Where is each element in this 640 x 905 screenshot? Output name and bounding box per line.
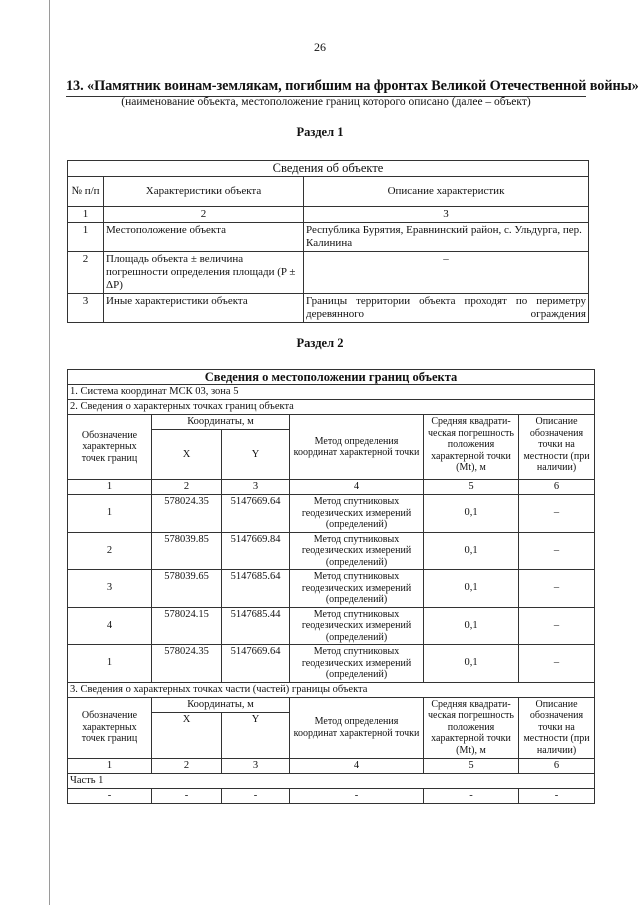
- empty-cell: -: [519, 788, 595, 803]
- boundary-table: [67, 369, 595, 804]
- empty-cell: -: [152, 788, 222, 803]
- table-row: [68, 532, 595, 570]
- point-mt: 0,1: [424, 645, 519, 683]
- column-number: 5: [424, 480, 519, 495]
- row-number: 1: [68, 223, 104, 252]
- point-method: Метод спутниковых геодезических измерений (определений): [290, 645, 424, 683]
- point-mt: 0,1: [424, 607, 519, 645]
- column-number: 6: [519, 480, 595, 495]
- point-y: 5147685.44: [222, 607, 290, 645]
- row-number: 3: [68, 294, 104, 323]
- coordinate-system: 1. Система координат МСК 03, зона 5: [68, 385, 595, 400]
- header-characteristic: Характеристики объекта: [104, 177, 304, 207]
- header-x: X: [152, 712, 222, 758]
- object-heading: 13. «Памятник воинам-землякам, погибшим на фронтах Великой Отечественной войны»: [66, 78, 639, 94]
- column-number: 3: [222, 758, 290, 773]
- point-x: 578024.35: [152, 495, 222, 533]
- point-description: –: [519, 495, 595, 533]
- column-number: 2: [152, 758, 222, 773]
- point-id: 3: [68, 570, 152, 608]
- point-id: 1: [68, 495, 152, 533]
- header-number: № п/п: [68, 177, 104, 207]
- point-description: –: [519, 532, 595, 570]
- column-number: 1: [68, 758, 152, 773]
- empty-cell: -: [68, 788, 152, 803]
- point-method: Метод спутниковых геодезических измерений (определений): [290, 607, 424, 645]
- point-x: 578024.35: [152, 645, 222, 683]
- table-row: [68, 570, 595, 608]
- column-number: 3: [222, 480, 290, 495]
- table-row: [68, 252, 589, 294]
- column-number: 4: [290, 758, 424, 773]
- header-point-description: Описание обозначения точки на местности (при наличии): [519, 415, 595, 480]
- part-label: Часть 1: [68, 773, 595, 788]
- header-y: Y: [222, 430, 290, 480]
- point-mt: 0,1: [424, 532, 519, 570]
- column-number: 1: [68, 480, 152, 495]
- empty-cell: -: [424, 788, 519, 803]
- point-description: –: [519, 607, 595, 645]
- section-1-title: Раздел 1: [296, 125, 344, 139]
- points-caption: 2. Сведения о характерных точках границ объекта: [68, 400, 595, 415]
- table-row: [68, 495, 595, 533]
- header-x: X: [152, 430, 222, 480]
- column-number: 3: [304, 207, 589, 223]
- characteristic-cell: Иные характеристики объекта: [104, 294, 304, 323]
- point-y: 5147669.64: [222, 645, 290, 683]
- point-mt: 0,1: [424, 570, 519, 608]
- point-method: Метод спутниковых геодезических измерений (определений): [290, 570, 424, 608]
- row-number: 2: [68, 252, 104, 294]
- point-x: 578039.65: [152, 570, 222, 608]
- empty-cell: -: [290, 788, 424, 803]
- point-method: Метод спутниковых геодезических измерений (определений): [290, 495, 424, 533]
- parts-caption: 3. Сведения о характерных точках части (частей) границы объекта: [68, 682, 595, 697]
- section-2-title: Раздел 2: [296, 336, 344, 350]
- header-method: Метод определения координат характерной точки: [290, 697, 424, 758]
- header-method: Метод определения координат характерной точки: [290, 415, 424, 480]
- header-coordinates: Координаты, м: [152, 415, 290, 430]
- column-number: 2: [152, 480, 222, 495]
- point-description: –: [519, 570, 595, 608]
- header-error: Средняя квадрати-ческая погрешность положения характерной точки (Mt), м: [424, 415, 519, 480]
- table-row: [68, 607, 595, 645]
- description-cell: Границы территории объекта проходят по периметру деревянного ограждения: [304, 294, 589, 323]
- header-y: Y: [222, 712, 290, 758]
- point-y: 5147669.84: [222, 532, 290, 570]
- table-row: [68, 294, 589, 323]
- object-info-table: [67, 160, 589, 323]
- column-number: 1: [68, 207, 104, 223]
- point-x: 578039.85: [152, 532, 222, 570]
- column-number: 5: [424, 758, 519, 773]
- characteristic-cell: Площадь объекта ± величина погрешности определения площади (P ± ΔP): [104, 252, 304, 294]
- header-description: Описание характеристик: [304, 177, 589, 207]
- table-row: [68, 645, 595, 683]
- header-coordinates: Координаты, м: [152, 697, 290, 712]
- point-y: 5147685.64: [222, 570, 290, 608]
- point-x: 578024.15: [152, 607, 222, 645]
- heading-caption: (наименование объекта, местоположение границ которого описано (далее – объект): [121, 96, 531, 108]
- point-method: Метод спутниковых геодезических измерений (определений): [290, 532, 424, 570]
- description-cell: –: [304, 252, 589, 294]
- header-error: Средняя квадрати-ческая погрешность положения характерной точки (Mt), м: [424, 697, 519, 758]
- boundary-table-title: Сведения о местоположении границ объекта: [68, 370, 595, 385]
- column-number: 4: [290, 480, 424, 495]
- page-number: 26: [314, 40, 326, 54]
- point-id: 1: [68, 645, 152, 683]
- point-id: 2: [68, 532, 152, 570]
- column-number: 2: [104, 207, 304, 223]
- point-description: –: [519, 645, 595, 683]
- description-cell: Республика Бурятия, Еравнинский район, с. Ульдурга, пер. Калинина: [304, 223, 589, 252]
- point-id: 4: [68, 607, 152, 645]
- characteristic-cell: Местоположение объекта: [104, 223, 304, 252]
- point-y: 5147669.64: [222, 495, 290, 533]
- table-row: [68, 788, 595, 803]
- column-number: 6: [519, 758, 595, 773]
- empty-cell: -: [222, 788, 290, 803]
- object-info-table-title: Сведения об объекте: [68, 161, 589, 177]
- header-point-description: Описание обозначения точки на местности (при наличии): [519, 697, 595, 758]
- point-mt: 0,1: [424, 495, 519, 533]
- table-row: [68, 223, 589, 252]
- header-designation: Обозначение характерных точек границ: [68, 697, 152, 758]
- header-designation: Обозначение характерных точек границ: [68, 415, 152, 480]
